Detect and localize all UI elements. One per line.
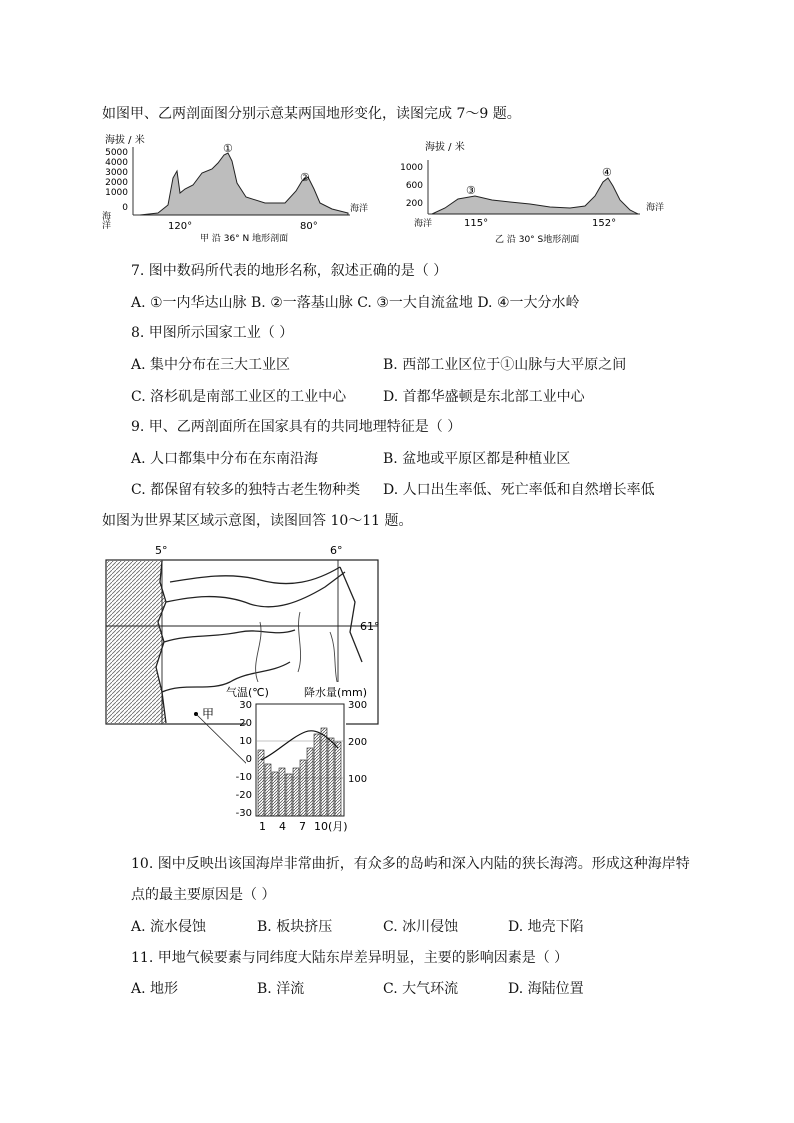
fig-b-caption: 乙 沿 30° S地形剖面 [495, 235, 580, 245]
place-jia: 甲 [202, 707, 215, 721]
fig-a-ytick: 0 [122, 203, 128, 213]
fig-a-ytick: 4000 [105, 158, 128, 168]
month-tick: 1 [259, 820, 266, 833]
q10-option-b: B. 板块挤压 [257, 919, 333, 935]
lon-label-5: 5° [155, 544, 168, 557]
temp-tick: -20 [235, 790, 252, 801]
q9-option-d: D. 人口出生率低、死亡率低和自然增长率低 [383, 482, 655, 498]
fig-b-xtick: 115° [464, 218, 489, 229]
region-map-figure [100, 542, 390, 834]
marker-3: ③ [466, 184, 476, 197]
q11-stem: 11. 甲地气候要素与同纬度大陆东岸差异明显，主要的影响因素是（ ） [131, 950, 569, 966]
q10-stem-line2: 点的最主要原因是（ ） [131, 887, 276, 903]
precip-tick: 200 [348, 737, 368, 748]
fig-a-left-end: 海洋 [100, 211, 110, 229]
fig-a-ylabel: 海拔 / 米 [105, 135, 145, 146]
q8-option-b: B. 西部工业区位于①山脉与大平原之间 [383, 357, 627, 373]
fig-a-terrain [140, 153, 348, 215]
q10-option-c: C. 冰川侵蚀 [383, 919, 459, 935]
q9-stem: 9. 甲、乙两剖面所在国家具有的共同地理特征是（ ） [131, 419, 462, 435]
fig-a-xtick: 120° [168, 221, 193, 232]
q11-option-b: B. 洋流 [257, 981, 305, 997]
q11-option-a: A. 地形 [131, 981, 179, 997]
intro-text-1: 如图甲、乙两剖面图分别示意某两国地形变化，读图完成 7～9 题。 [102, 106, 521, 122]
fig-b-terrain [432, 178, 638, 214]
q9-option-c: C. 都保留有较多的独特古老生物种类 [131, 482, 361, 498]
intro-text-2: 如图为世界某区域示意图，读图回答 10～11 题。 [102, 513, 413, 529]
fig-a-ytick: 3000 [105, 168, 128, 178]
fig-b-xtick: 152° [592, 218, 617, 229]
sea-area [107, 561, 166, 723]
temp-tick: 20 [239, 718, 252, 729]
fig-a-ytick: 1000 [105, 188, 128, 198]
q11-option-c: C. 大气环流 [383, 981, 459, 997]
fig-b-ytick: 1000 [400, 163, 423, 173]
q8-option-d: D. 首都华盛顿是东北部工业中心 [383, 389, 585, 405]
fig-a-ytick: 5000 [105, 148, 128, 158]
temp-tick: 10 [239, 736, 252, 747]
temp-tick: -30 [235, 808, 252, 819]
marker-1: ① [223, 142, 233, 155]
fig-b-ytick: 200 [405, 199, 423, 209]
fig-a-caption: 甲 沿 36° N 地形剖面 [200, 234, 289, 244]
fig-a-ytick: 2000 [105, 178, 128, 188]
marker-4: ④ [602, 166, 612, 179]
profile-figure-b [400, 136, 690, 248]
lon-label-6: 6° [330, 544, 343, 557]
q7-stem: 7. 图中数码所代表的地形名称，叙述正确的是（ ） [131, 263, 448, 279]
temp-axis-label: 气温(℃) [226, 686, 269, 699]
profile-figure-a [100, 133, 369, 245]
q7-options: A. ①一内华达山脉 B. ②一落基山脉 C. ③一大自流盆地 D. ④一大分水岭 [131, 295, 580, 311]
fig-a-xtick: 80° [300, 221, 318, 232]
temp-tick: 0 [245, 754, 252, 765]
q9-option-b: B. 盆地或平原区都是种植业区 [383, 451, 571, 467]
month-tick: 7 [299, 820, 306, 833]
q11-option-d: D. 海陆位置 [508, 981, 584, 997]
month-tick: 4 [279, 820, 286, 833]
q10-option-a: A. 流水侵蚀 [131, 919, 207, 935]
q10-option-d: D. 地壳下陷 [508, 919, 584, 935]
marker-2: ② [300, 171, 310, 184]
fig-b-ylabel: 海拔 / 米 [425, 142, 465, 153]
q8-option-a: A. 集中分布在三大工业区 [131, 357, 291, 373]
q8-option-c: C. 洛杉矶是南部工业区的工业中心 [131, 389, 347, 405]
temp-tick: 30 [239, 700, 252, 711]
q10-stem-line1: 10. 图中反映出该国海岸非常曲折，有众多的岛屿和深入内陆的狭长海湾。形成这种海岸特 [131, 856, 690, 872]
q9-option-a: A. 人口都集中分布在东南沿海 [131, 451, 319, 467]
fig-a-right-end: 海洋 [350, 204, 369, 214]
q8-stem: 8. 甲图所示国家工业（ ） [131, 325, 294, 341]
fig-b-right-end: 海洋 [646, 203, 665, 213]
lat-label-61: 61° [360, 620, 380, 633]
precip-axis-label: 降水量(mm) [304, 686, 368, 699]
precip-tick: 300 [348, 700, 368, 711]
fig-b-left-end: 海洋 [414, 219, 433, 229]
month-tick: 10(月) [314, 820, 348, 833]
precip-tick: 100 [348, 774, 368, 785]
temp-tick: -10 [235, 772, 252, 783]
fig-b-ytick: 600 [405, 181, 423, 191]
